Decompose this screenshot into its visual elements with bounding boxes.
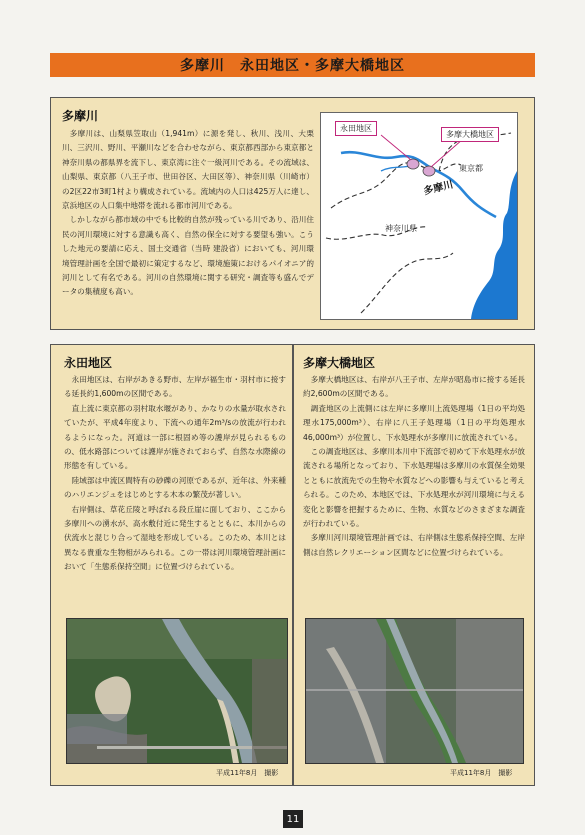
title-banner [50, 53, 535, 77]
nagata-paragraph: 永田地区は、右岸があきる野市、左岸が福生市・羽村市に接する延長約1,600mの区間である。 [64, 375, 286, 399]
tamaohashi-heading: 多摩大橋地区 [303, 356, 376, 370]
tamagawa-paragraph: しかしながら都市域の中でも比較的自然が残っている川であり、沿川住民の河川環境に対する意識も高く、自然の保全に対する要望も強い。こうした地元の要請に応え、国土交通省（当時 建設省）においても、河川環境管理計画を全国で最初に策定するなど、環境施策におけるパイオニア的河川として有名である。河川の自然環境に関する研究・調査等も盛んでデータの集積度も高い。 [62, 215, 314, 297]
nagata-paragraph: 右岸側は、草花丘陵と呼ばれる段丘崖に面しており、ここから多摩川への湧水が、高水敷付近に発生するとともに、本川からの伏流水と混じり合って湿地を形成している。このため、本川とは異なる貴重な生物相がみられる。この一帯は河川環境管理計画において「生態系保持空間」に位置づけられている。 [64, 504, 286, 572]
nagata-text [64, 373, 286, 575]
aerial-photo-graphic [306, 619, 523, 763]
prefecture-boundary [361, 253, 453, 313]
tamaohashi-paragraph: 多摩大橋地区は、右岸が八王子市、左岸が昭島市に接する延長約2,600mの区間である。 [303, 375, 525, 399]
map-label-tamagawa: 多摩川 [422, 179, 455, 198]
nagata-paragraph: 陸域部は中流区間特有の砂礫の河原であるが、近年は、外来種のハリエンジュをはじめとする木本の繁茂が著しい。 [64, 475, 286, 500]
page-title: 多摩川 永田地区・多摩大橋地区 [180, 58, 405, 74]
tamaohashi-text [303, 373, 525, 560]
tamagawa-paragraph: 多摩川は、山梨県笠取山（1,941m）に源を発し、秋川、浅川、大栗川、三沢川、野川、平瀬川などを合わせながら、東京都西部から東京都と神奈川県の都県界を流下し、東京湾に注ぐ一級河川である。その流域は、山梨県、東京都（八王子市、世田谷区、大田区等）、神奈川県（川崎市）の2区22市3町1村より構成されている。流域内の人口は425万人に達し、京浜地区の人口集中地帯を流れる都市河川である。 [62, 129, 314, 211]
map-label-nagata: 永田地区 [335, 121, 377, 136]
tamaohashi-aerial-photo [305, 618, 524, 764]
map-graphic [321, 113, 517, 319]
tokyo-bay [471, 171, 517, 319]
tamaohashi-paragraph: 多摩川河川環境管理計画では、右岸側は生態系保持空間、左岸側は自然レクリエーション区間などに位置づけられている。 [303, 533, 525, 557]
tamaohashi-paragraph: 調査地区の上流側には左岸に多摩川上流処理場（1日の平均処理水175,000m³）、右岸に八王子処理場（1日の平均処理水46,000m³）が位置し、下水処理水が多摩川に放流されている。 [303, 403, 525, 442]
nagata-aerial-photo [66, 618, 288, 764]
map-label-tokyo: 東京都 [459, 164, 483, 173]
map-label-kanagawa: 神奈川県 [385, 224, 417, 233]
tamaohashi-marker [423, 166, 435, 176]
nagata-photo-caption: 平成11年8月 撮影 [216, 769, 279, 777]
tamaohashi-photo-caption: 平成11年8月 撮影 [450, 769, 513, 777]
location-map [320, 112, 518, 320]
nagata-marker [407, 159, 419, 169]
aerial-photo-graphic [67, 619, 287, 763]
tamagawa-heading: 多摩川 [62, 109, 99, 123]
map-label-tamaohashi: 多摩大橋地区 [441, 127, 499, 142]
page-number: 11 [283, 810, 303, 828]
tamaohashi-paragraph: この調査地区は、多摩川本川中下流部で初めて下水処理水が放流される場所となっており、下水処理場は多摩川の水質保全効果とともに放流先での生物や水質などへの影響も与えていると考えられる。このため、本地区では、下水処理水が河川環境に与える変化と影響を把握するために、生物、水質などのさまざまな調査が行われている。 [303, 447, 525, 529]
tamagawa-text [62, 127, 314, 300]
nagata-heading: 永田地区 [64, 356, 113, 370]
nagata-paragraph: 直上流に東京都の羽村取水堰があり、かなりの水量が取水されていたが、平成4年度より、下流への通年2m³/sの放流が行われるようになった。河道は一部に根固め等の護岸が見られるものの、低水路部については護岸が施されておらず、自然な水際線の形態を有している。 [64, 403, 286, 471]
